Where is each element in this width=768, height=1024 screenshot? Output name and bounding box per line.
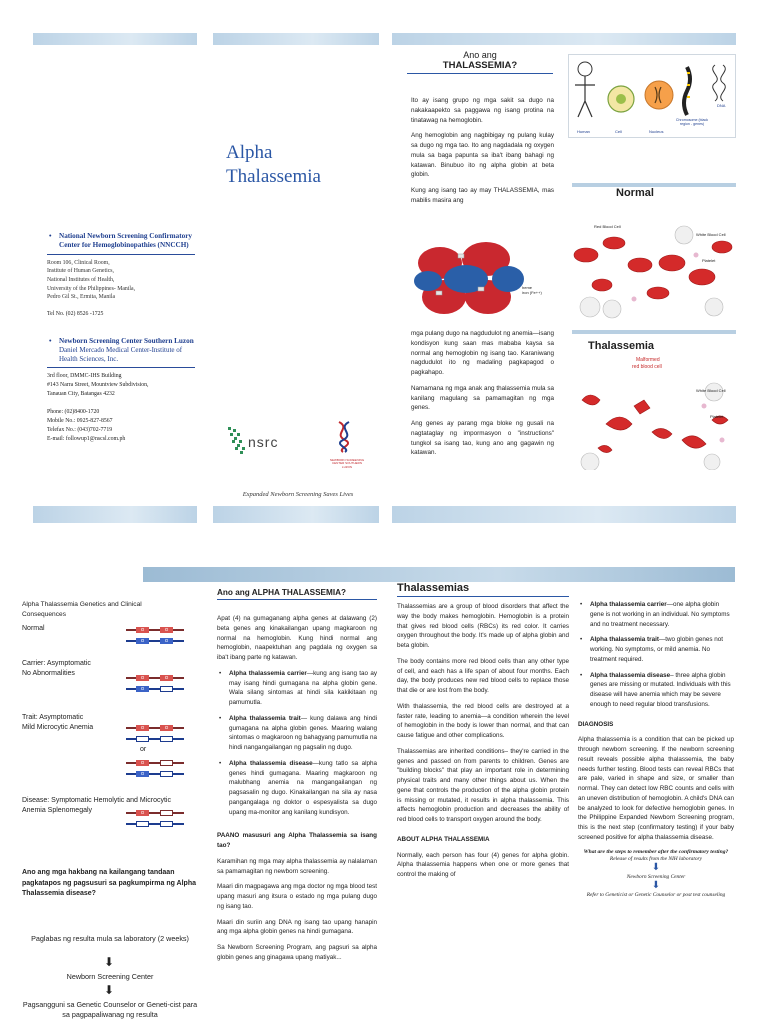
cover-title-line: Thalassemia [226, 165, 321, 187]
gene-alpha: α [160, 638, 173, 644]
cell-label-cell: Cell [615, 129, 622, 134]
address-line: Tanauan City, Batangas 4232 [47, 390, 115, 397]
bullet-text: —one alpha globin gene is not working in an individual. No symptoms and no treatment necessary. [590, 601, 730, 628]
cell-label-dna: DNA [717, 103, 726, 108]
cover-slogan: Expanded Newborn Screening Saves Lives [242, 491, 354, 498]
bullet-carrier [578, 600, 734, 629]
chromosome-red [126, 810, 184, 816]
paragraph: mga pulang dugo na nagdudulot ng anemia—isang kondisyon kung saan mas mababa kaysa sa normal ang hemoglobin ng isang tao. Karaniwang nagdudulot ito ng madaling pagkapagod o pagkahapo. [411, 330, 554, 376]
label-carrier [22, 659, 91, 679]
middle-bullet-disease [217, 759, 377, 818]
phone-line: Mobile No.: 0925-827-8567 [47, 418, 113, 425]
contact-1-divider [47, 254, 195, 255]
hemoglobin-illustration [410, 239, 555, 321]
bullet-bold: Alpha thalassemia carrier [229, 669, 307, 677]
bullet-bold: Alpha thalassemia disease [590, 671, 671, 679]
gene-missing [160, 810, 173, 816]
bullet-text: —kung tatlo sa alpha genes hindi gumagana. Maaring magkaroon ng malubhang anemia na mangangailangan ng pagsasalin ng dugo. Kinakailangan na sila ay nasa pangangalaga ng doktor o espesyalista sa dugo upang ma-monitor ang kanilang kundisyon. [229, 759, 377, 816]
hb-label-iron: iron (Fe++) [522, 290, 542, 295]
chrom-group-disease [126, 810, 184, 827]
steps-title: What are the steps to remember after the confirmatory testing? [583, 848, 729, 855]
cover-title-line: Alpha [226, 142, 273, 163]
address-line: Room 106, Clinical Room, [47, 259, 110, 266]
normal-blood-figure [572, 183, 736, 320]
gene-alpha: α [160, 725, 173, 731]
bottom-spread-top-band [143, 567, 735, 582]
chrom-group-normal [126, 627, 184, 644]
trait-line: Mild Microcytic Anemia [22, 724, 94, 732]
bullet-text: – three alpha globin genes are missing or mutated. Individuals with this disease will have anemia which may be severe enough to need regular blood transfusions. [590, 671, 731, 708]
label-white-blood-cell: White Blood Cell [696, 232, 726, 237]
top-band-right [392, 33, 736, 45]
gene-alpha: α [136, 771, 149, 777]
bullet-text: —two globin genes not working. No symptoms, or mild anemia. No treatment required. [590, 636, 724, 663]
diagnosis-title: DIAGNOSIS [578, 720, 614, 728]
bullet-bold: Alpha thalassemia disease [229, 759, 313, 767]
bullet-bold: Alpha thalassemia trait [229, 714, 301, 722]
paragraph: Normally, each person has four (4) genes for alpha globin. Alpha thalassemia happens when one or more genes that control the making of [397, 851, 569, 878]
paragraph: The body contains more red blood cells than any other type of cell, and each has a life span of about four months. Each day, the body produces new red blood cells to replace those that die or are lost from the body. [397, 657, 569, 694]
label-trait [22, 713, 93, 733]
nscsl-logo-caption: NEWBORN SCREENING CENTER SOUTHERN LUZON [329, 458, 365, 469]
chromosome-blue [126, 686, 184, 692]
phone-line: Phone: (02)8400-1720 [47, 409, 100, 416]
paragraph: Ito ay isang grupo ng mga sakit sa dugo na nakakaapekto sa paggawa ng isang protina na tinatawag na hemoglobin. [411, 97, 554, 124]
step-nsc: Newborn Screening Center [626, 873, 686, 880]
label-normal: Normal [22, 625, 45, 632]
thal-title: Thalassemia [588, 340, 655, 352]
gene-alpha: α [160, 627, 173, 633]
hb-label-heme: heme [522, 285, 533, 290]
label-disease: Disease: Symptomatic Hemolytic and Microcytic Anemia Splenomegaly [22, 797, 171, 815]
normal-title: Normal [616, 187, 654, 199]
contact-2-subtitle: Daniel Mercado Medical Center-Institute of Health Sciences, Inc. [59, 346, 183, 364]
diagnosis-text: Alpha thalassemia is a condition that can be picked up through newborn screening. If the newborn screening result reveals possible alpha thalassemia, the baby needs further testing. Blood tests can reveal RBCs that are pale, varied in shape and size, or smaller than normal. They can detect low RBC counts and cells with an uneven distribution of hemoglobin. A child's DNA can be analyzed to look for defective hemoglobin genes. In the Philippine Expanded Newborn Screening program, this is the next step (confirmatory testing) if your baby screened positive for alpha thalassemia disease. [578, 736, 734, 841]
chromosome-blue [126, 821, 184, 827]
paragraph: Ang hemoglobin ang nagbibigay ng pulang kulay sa dugo ng mga tao. Ito ang nagdadala ng oxygen mula sa baga papunta sa iba't ibang bahagi ng katawan. Binubuo ito ng alpha globin at beta globin. [411, 132, 554, 179]
chrom-group-trait-b [126, 760, 184, 777]
thal-label-platelet: Platelet [710, 414, 724, 419]
what-is-thal-header [407, 50, 553, 74]
chromosome-red [126, 760, 184, 766]
arrow-down-icon: ⬇ [651, 861, 661, 873]
gene-alpha: α [136, 675, 149, 681]
address-line: #143 Narra Street, Mountview Subdivision, [47, 382, 149, 389]
bottom-band-right [392, 506, 736, 523]
address-line: National Institutes of Health, [47, 277, 115, 284]
middle-panel [217, 588, 377, 963]
thalassemias-text [397, 602, 569, 880]
cell-label-chromosome: Chromosome (black region - genes) [675, 118, 709, 126]
arrow-down-icon: ⬇ [651, 879, 661, 891]
gene-missing [160, 771, 173, 777]
gene-alpha: α [136, 725, 149, 731]
middle-bullet-carrier [217, 669, 377, 708]
thal-subtitle-1: Malformed [636, 357, 660, 363]
nscsl-logo [327, 420, 367, 469]
chrom-group-trait-a [126, 725, 184, 742]
address-line: Pedro Gil St., Ermita, Manila [47, 294, 116, 301]
paragraph: With thalassemia, the red blood cells are destroyed at a faster rate, leading to anemia—a condition wherein the level of hemoglobin in the body is lower than normal, and that can cause fatigue and other complications. [397, 702, 569, 739]
thalassemias-panel [397, 582, 569, 880]
phone-line: Telefax No.: (043)702-7719 [47, 426, 113, 433]
bullet-trait [578, 635, 734, 664]
paragraph: Maari din magpagawa ang mga doctor ng mga blood test upang masuri ang itsura o estado ng mga pulang dugo ng isang tao. [217, 883, 377, 910]
thalassemias-title: Thalassemias [397, 582, 569, 597]
chromosome-red [126, 627, 184, 633]
bottom-band-left [33, 506, 197, 523]
contact-2-phone [47, 408, 195, 443]
question-paano: PAANO masusuri ang Alpha Thalassemia sa isang tao? [217, 832, 377, 849]
header-underline [407, 73, 553, 74]
chromosome-blue [126, 736, 184, 742]
genetics-panel [22, 600, 198, 1024]
contact-2-divider [47, 367, 195, 368]
gene-missing [160, 760, 173, 766]
thal-subtitle-2: red blood cell [632, 364, 662, 370]
about-title: ABOUT ALPHA THALASSEMIA [397, 835, 490, 843]
bullet-bold: Alpha thalassemia carrier [590, 601, 667, 608]
label-platelet: Platelet [702, 258, 716, 263]
chromosome-blue [126, 638, 184, 644]
label-red-blood-cell: Red Blood Cell [594, 224, 621, 229]
contact-1-address [47, 259, 195, 302]
chromosome-red [126, 675, 184, 681]
contact-panel [47, 232, 195, 443]
contact-2-title: • Newborn Screening Center Southern Luzon [47, 337, 195, 346]
middle-header: Ano ang ALPHA THALASSEMIA? [217, 588, 377, 600]
top-band-middle [213, 33, 379, 45]
far-right-bullets [578, 600, 734, 710]
genetics-title: Alpha Thalassemia Genetics and Clinical Consequences [22, 601, 142, 618]
contact-1-tel: Tel No. (02) 8526 -1725 [47, 311, 104, 318]
label-or: or [140, 746, 147, 753]
diagnosis-panel [578, 600, 734, 899]
paragraph: Karamihan ng mga may alpha thalassemia ay nalalaman sa pamamagitan ng newborn screening. [217, 857, 377, 875]
bullet-bold: Alpha thalassemia trait [590, 636, 659, 644]
thal-body-text [411, 329, 554, 458]
cover-title [226, 141, 321, 189]
cell-to-dna-figure [568, 54, 736, 138]
paragraph: Kung ang isang tao ay may THALASSEMIA, mas mabilis masira ang [411, 187, 554, 204]
address-line: Institute of Human Genetics, [47, 268, 114, 275]
gene-missing [136, 821, 149, 827]
chromosome-blue [126, 771, 184, 777]
contact-2-address [47, 372, 195, 398]
contact-1-title: • National Newborn Screening Confirmatory Center for Hemoglobinopathies (NNCCH) [47, 232, 195, 251]
step-3: Pagsangguni sa Genetic Counselor or Geneti-cist para sa pagpapaliwanag ng resulta [22, 1000, 198, 1020]
carrier-line: Carrier: Asymptomatic [22, 660, 91, 667]
step-1: Paglabas ng resulta mula sa laboratory (2 weeks) [31, 934, 189, 943]
middle-text [217, 614, 377, 963]
thal-label-white-blood-cell: White Blood Cell [696, 388, 726, 393]
steps-question: Ano ang mga hakbang na kailangang tandaan pagkatapos ng pagsusuri sa pagkumpirma ng Alpha Thalassemia disease? [22, 869, 196, 897]
header-line2: THALASSEMIA? [442, 60, 518, 71]
gene-alpha: α [160, 675, 173, 681]
bullet-text: — kung dalawa ang hindi gumagana na alpha globin genes. Maaring walang sintomas o magkaroon ng bahagyang pamumutla na hindi nangangailangan ng pagsalin ng dugo. [229, 714, 377, 751]
paragraph: Thalassemias are a group of blood disorders that affect the way the body makes hemoglobin. Hemoglobin is a protein that gives red blood cells (RBCs) its red color. It carries oxygen throughout the body. It's made up of alpha globin and beta globin. [397, 603, 569, 649]
gene-alpha: α [136, 627, 149, 633]
gene-missing [160, 736, 173, 742]
gene-missing [136, 736, 149, 742]
cell-label-human: Human [577, 129, 590, 134]
header-line1: Ano ang [463, 50, 497, 60]
bottom-band-middle [213, 506, 379, 523]
step-refer: Refer to Geneticist or Genetic Counselor or post test counseling [586, 891, 726, 898]
bullet-disease [578, 671, 734, 710]
middle-bullet-trait [217, 714, 377, 753]
cell-label-nucleus: Nucleus [649, 129, 664, 134]
paragraph: Apat (4) na gumaganang alpha genes at dalawang (2) beta genes ang kinakailangan upang magkaroon ng normal na hemoglobin. Kung hindi normal ang hemoglobin, naapektuhan ang pagdala ng oxygen sa iba't ibang parte ng katawan. [217, 615, 377, 661]
paragraph: Maari din suriin ang DNA ng isang tao upang hanapin ang mga alpha globin genes na hindi gumagana. [217, 918, 377, 936]
chrom-group-carrier [126, 675, 184, 692]
thal-blood-figure [572, 330, 736, 465]
paragraph: Thalassemias are inherited conditions– they're carried in the genes and passed on from parents to children. Genes are "building blocks" that play an important role in determining physical traits and many other things about us. When the gene that controls the production of the alpha globin protein is missing or mutated, it results in alpha thalassemia. This affects hemoglobin production and decreases the ability of red blood cells to transport oxygen around the body. [397, 747, 569, 823]
gene-alpha: α [136, 686, 149, 692]
carrier-line: No Abnormalities [22, 670, 75, 678]
top-band-left [33, 33, 197, 45]
gene-missing [160, 686, 173, 692]
step-2: Newborn Screening Center [66, 972, 154, 981]
step-release: Release of results from the NIH laboratory [609, 855, 703, 862]
email-line: E-mail: followup1@nscsl.com.ph [47, 435, 126, 442]
paragraph: Namamana ng mga anak ang thalassemia mula sa kanilang magulang sa pamamagitan ng mga genes. [411, 384, 554, 412]
arrow-down-icon: ⬇ [104, 983, 115, 997]
chromosome-red [126, 725, 184, 731]
paragraph: Ang genes ay parang mga bloke ng gusali na nagtataglay ng impormasyon o "instructions" tungkol sa isang tao, kung ano ang gagawin ng katawan. [411, 420, 554, 457]
thal-intro-text [411, 96, 554, 206]
gene-alpha: α [136, 810, 149, 816]
gene-alpha: α [136, 760, 149, 766]
trait-line: Trait: Asymptomatic [22, 714, 84, 721]
gene-missing [160, 821, 173, 827]
gene-alpha: α [136, 638, 149, 644]
address-line: 3rd floor, DMMC-IHS Building [47, 373, 122, 380]
arrow-down-icon: ⬇ [104, 955, 115, 969]
paragraph: Sa Newborn Screening Program, ang pagsuri sa alpha globin genes ang ginagawa upang matiyak... [217, 944, 377, 961]
nsrc-logo-text: nsrc [248, 434, 279, 450]
address-line: University of the Philippines- Manila, [47, 285, 136, 292]
bullet-text: —kung ang isang tao ay may isang hindi gumagana na alpha globin gene. Wala silang sintomas at hindi sila kakikitaan ng pamumutla. [229, 669, 377, 706]
